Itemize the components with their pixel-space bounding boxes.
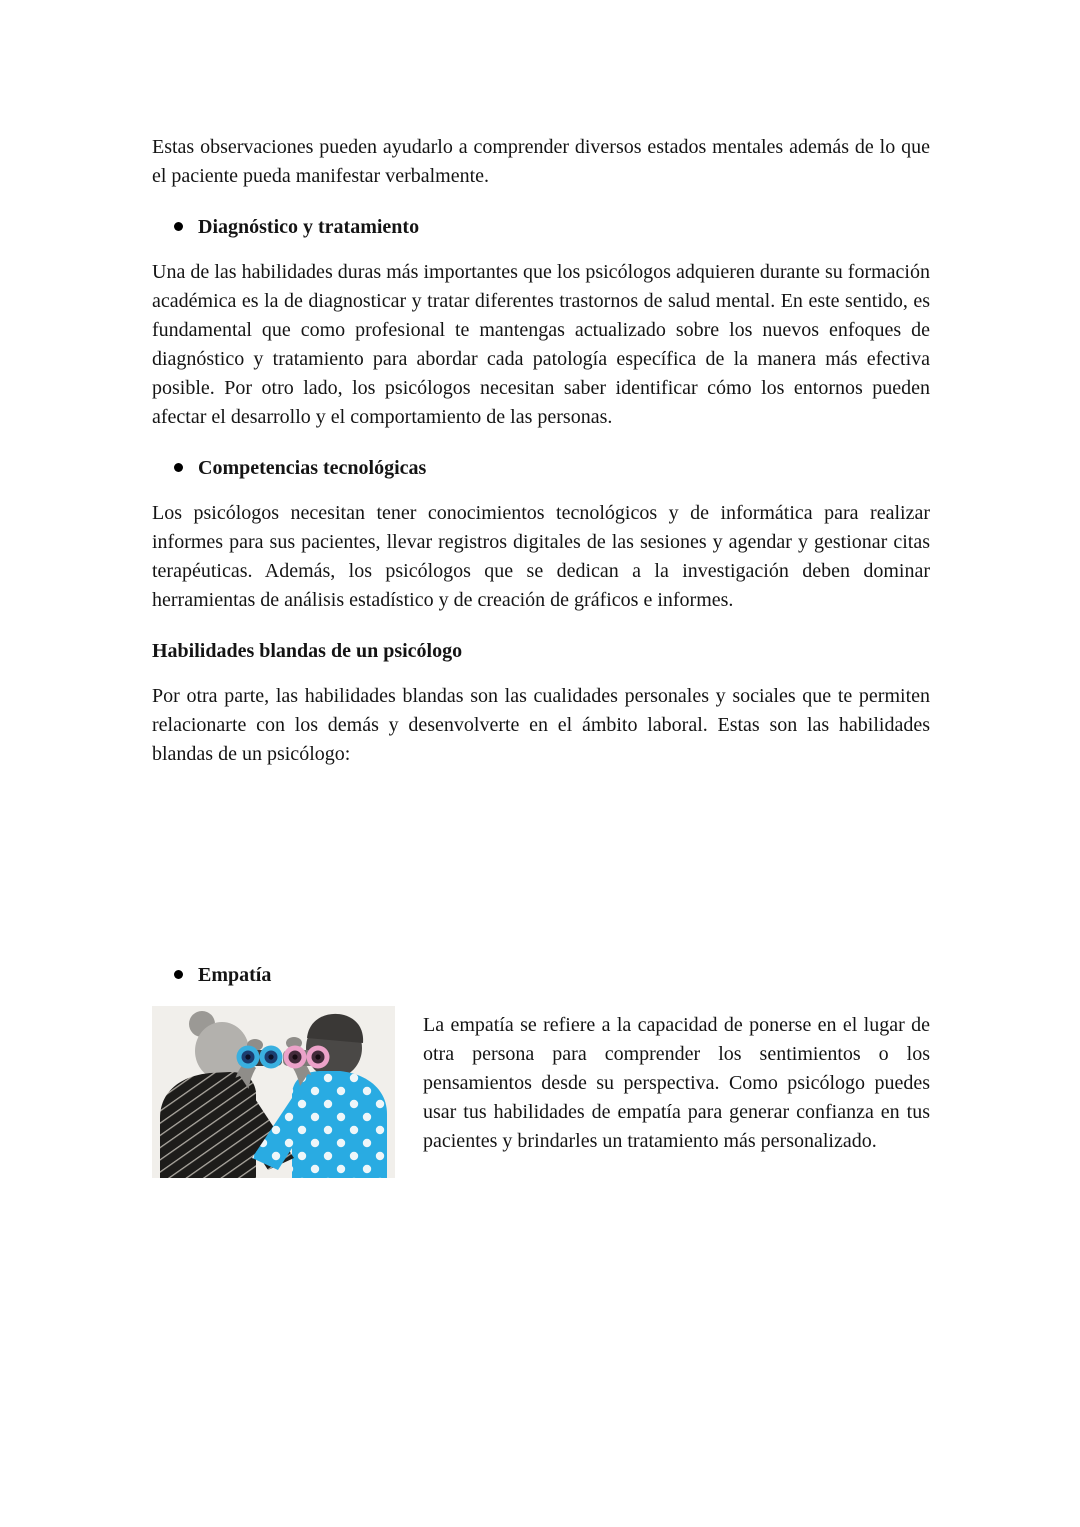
heading-habilidades-blandas: Habilidades blandas de un psicólogo	[152, 640, 463, 662]
bullet-heading-empatia-label: Empatía	[198, 964, 272, 986]
bullet-heading-tecnologia-label: Competencias tecnológicas	[198, 457, 427, 479]
bullet-heading-diagnostico	[174, 213, 930, 242]
bullet-icon	[174, 970, 183, 979]
paragraph-diagnostico: Una de las habilidades duras más importantes que los psicólogos adquieren durante su formación académica es la de diagnosticar y tratar diferentes trastornos de salud mental. En este sentido, es fundamental que como profesional te mantengas actualizado sobre los nuevos enfoques de diagnóstico y tratamiento para abordar cada patología específica de la manera más efectiva posible. Por otro lado, los psicólogos necesitan saber identificar cómo los entornos pueden afectar el desarrollo y el comportamiento de las personas.	[152, 261, 930, 428]
bullet-heading-diagnostico-label: Diagnóstico y tratamiento	[198, 216, 420, 238]
intro-paragraph: Estas observaciones pueden ayudarlo a comprender diversos estados mentales además de lo que el paciente pueda manifestar verbalmente.	[152, 136, 930, 187]
vertical-whitespace	[152, 791, 930, 961]
bullet-heading-empatia	[174, 961, 930, 990]
bullet-heading-tecnologia	[174, 454, 930, 483]
bullet-icon	[174, 463, 183, 472]
bullet-icon	[174, 222, 183, 231]
paragraph-habilidades-blandas: Por otra parte, las habilidades blandas son las cualidades personales y sociales que te permiten relacionarte con los demás y desenvolverte en el ámbito laboral. Estas son las habilidades blandas de un psicólogo:	[152, 685, 930, 765]
paragraph-tecnologia: Los psicólogos necesitan tener conocimientos tecnológicos y de informática para realizar informes para sus pacientes, llevar registros digitales de las sesiones y agendar y gestionar citas terapéuticas. Además, los psicólogos que se dedican a la investigación deben dominar herramientas de análisis estadístico y de creación de gráficos e informes.	[152, 502, 930, 611]
empathy-section	[152, 1006, 930, 1178]
empathy-illustration	[152, 1006, 395, 1178]
paragraph-empatia: La empatía se refiere a la capacidad de ponerse en el lugar de otra persona para comprender los sentimientos o los pensamientos desde su perspectiva. Como psicólogo puedes usar tus habilidades de empatía para generar confianza en tus pacientes y brindarles un tratamiento más personalizado.	[423, 1014, 930, 1152]
